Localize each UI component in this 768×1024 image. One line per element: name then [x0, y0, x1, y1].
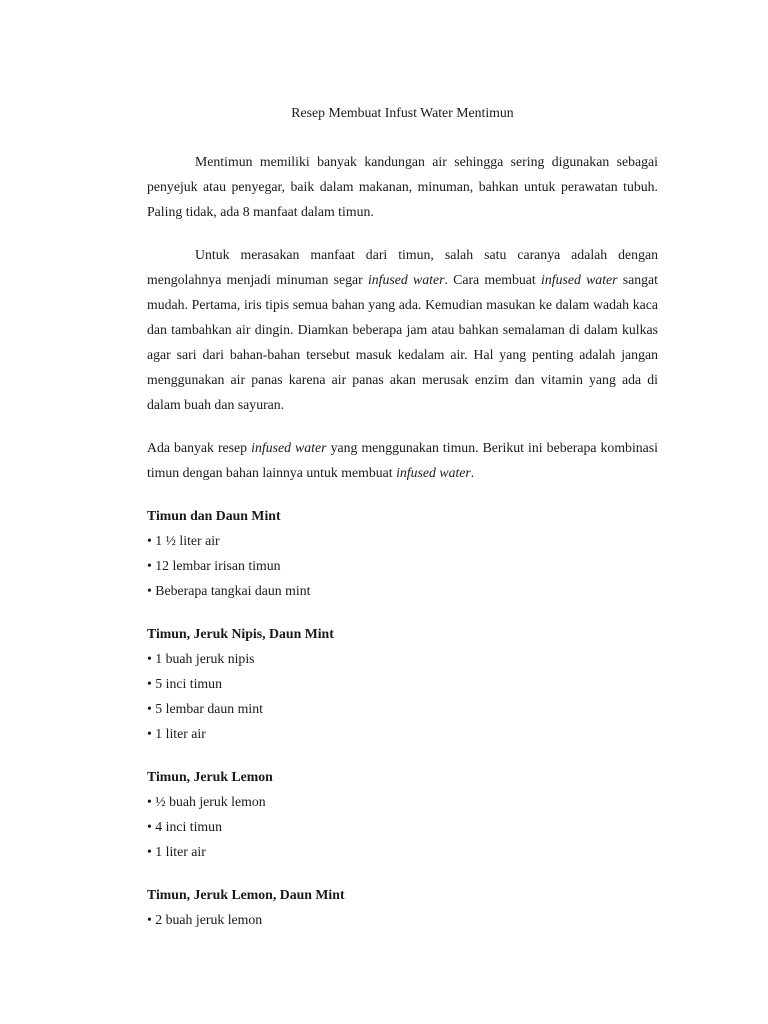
recipe-section	[147, 764, 658, 864]
paragraph-text: Untuk merasakan manfaat dari timun, salah satu caranya adalah dengan mengolahnya menjadi minuman segar	[147, 247, 658, 287]
paragraph-method	[147, 242, 658, 417]
list-item: • 12 lembar irisan timun	[147, 553, 658, 578]
italic-term: infused water	[396, 465, 471, 480]
list-item: • 1 liter air	[147, 721, 658, 746]
italic-term: infused water	[367, 272, 445, 287]
list-item: • 1 buah jeruk nipis	[147, 646, 658, 671]
paragraph-intro: Mentimun memiliki banyak kandungan air sehingga sering digunakan sebagai penyejuk atau penyegar, baik dalam makanan, minuman, bahkan untuk perawatan tubuh. Paling tidak, ada 8 manfaat dalam timun.	[147, 154, 658, 219]
recipe-heading: Timun, Jeruk Lemon	[147, 769, 273, 784]
ingredient-list	[147, 907, 658, 932]
list-item: • 5 inci timun	[147, 671, 658, 696]
paragraph-text: sangat mudah. Pertama, iris tipis semua bahan yang ada. Kemudian masukan ke dalam wadah kaca dan tambahkan air dingin. Diamkan beberapa jam atau bahkan semalaman di dalam kulkas agar sari dari bahan-bahan tersebut masuk kedalam air. Hal yang penting adalah jangan menggunakan air panas karena air panas akan merusak enzim dan vitamin yang ada di dalam buah dan sayuran.	[147, 272, 658, 412]
italic-term: infused water	[251, 440, 327, 455]
list-item: • 4 inci timun	[147, 814, 658, 839]
list-item: • 5 lembar daun mint	[147, 696, 658, 721]
document-title: Resep Membuat Infust Water Mentimun	[291, 105, 514, 120]
paragraph-text: yang menggunakan timun. Berikut ini beberapa kombinasi timun dengan bahan lainnya untuk membuat	[147, 440, 659, 480]
italic-term: infused water	[541, 272, 618, 287]
document-body	[147, 103, 658, 950]
list-item: • Beberapa tangkai daun mint	[147, 578, 658, 603]
paragraph-text: Ada banyak resep	[147, 440, 252, 455]
list-item: • 1 ½ liter air	[147, 528, 658, 553]
recipe-section	[147, 882, 658, 932]
ingredient-list	[147, 528, 658, 603]
recipe-heading: Timun dan Daun Mint	[147, 508, 281, 523]
recipe-section	[147, 621, 658, 746]
ingredient-list	[147, 789, 658, 864]
recipe-heading: Timun, Jeruk Lemon, Daun Mint	[147, 887, 345, 902]
paragraph-recipes-intro	[147, 435, 658, 485]
paragraph-text: . Cara membuat	[444, 272, 541, 287]
recipe-heading: Timun, Jeruk Nipis, Daun Mint	[147, 626, 334, 641]
list-item: • 2 buah jeruk lemon	[147, 907, 658, 932]
list-item: • ½ buah jeruk lemon	[147, 789, 658, 814]
recipe-section	[147, 503, 658, 603]
paragraph-text: .	[470, 465, 475, 480]
ingredient-list	[147, 646, 658, 746]
list-item: • 1 liter air	[147, 839, 658, 864]
